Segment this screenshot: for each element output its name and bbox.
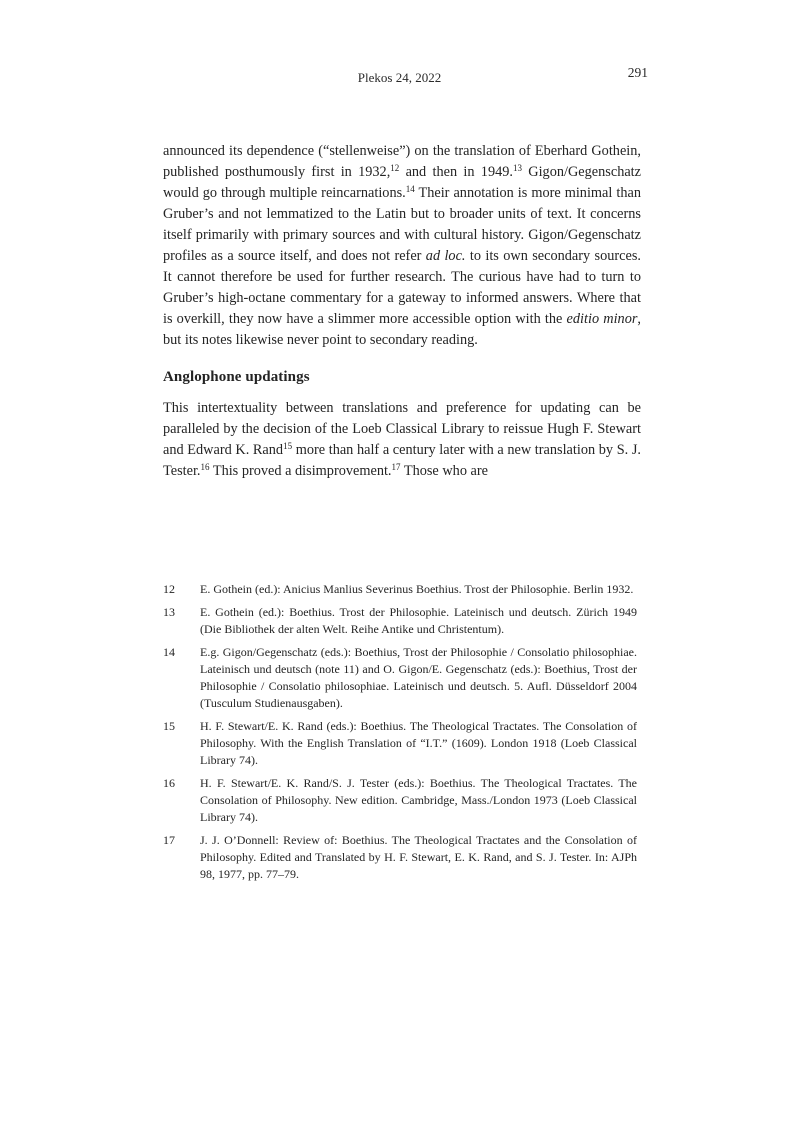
footnote-number: 16	[163, 776, 175, 790]
footnote-text: H. F. Stewart/E. K. Rand (eds.): Boethius. The Theological Tractates. The Consolation of Philosophy. With the English Translation of “I.T.” (1609). London 1918 (Loeb Classical Library 74).	[200, 719, 637, 767]
footnote-text: J. J. O’Donnell: Review of: Boethius. The Theological Tractates and the Consolation of Philosophy. Edited and Translated by H. F. Stewart, E. K. Rand, and S. J. Tester. In: AJPh 98, 1977, pp. 77–79.	[200, 833, 637, 881]
footnote-row	[163, 581, 637, 598]
footnote-reference: 15	[283, 441, 293, 451]
footnote-reference: 16	[200, 462, 210, 472]
body-paragraph-1: announced its dependence (“stellenweise”) on the translation of Eberhard Gothein, published posthumously first in 1932,12 and then in 1949.13 Gigon/Gegenschatz would go through multiple reincarnations.$^{14}$ Their annotation is more minimal than Gruber’s and not lemmatized to the Latin but to broader units of text. It concerns itself primarily with primary sources and with cultural history. Gigon/Gegenschatz profiles as a source itself, and does not refer ad loc. to its own secondary sources. It cannot therefore be used for further research. The curious have had to turn to Gruber’s high-octane commentary for a gateway to informed answers. Where that is overkill, they now have a slimmer more accessible option with the editio minor, but its notes likewise never point to secondary reading.	[163, 143, 642, 348]
footnote-row	[163, 832, 637, 883]
footnote-number: 17	[163, 833, 175, 847]
footnote-text: E.g. Gigon/Gegenschatz (eds.): Boethius, Trost der Philosophie / Consolatio philosophiae. Lateinisch und deutsch (note 11) and O. Gigon/E. Gegenschatz (eds.): Boethius, Trost der Philosophie / Consolatio philosophiae. Lateinisch und deutsch. 5. Aufl. Düsseldorf 2004 (Tusculum Studienausgaben).	[200, 645, 637, 710]
footnote-reference: 17	[391, 462, 401, 472]
footnote-reference: 13	[512, 163, 522, 173]
footnote-text: E. Gothein (ed.): Anicius Manlius Severinus Boethius. Trost der Philosophie. Berlin 1932.	[200, 582, 634, 596]
article-body	[163, 141, 641, 482]
footnote-reference: 12	[390, 163, 400, 173]
footnote-row	[163, 775, 637, 826]
footnote-row	[163, 718, 637, 769]
footnotes-block	[163, 581, 637, 889]
footnote-reference: 14	[405, 184, 415, 194]
page-number: 291	[627, 65, 648, 80]
footnote-number: 15	[163, 719, 175, 733]
running-header-journal-title: Plekos 24, 2022	[357, 70, 442, 85]
footnote-row	[163, 644, 637, 712]
footnote-number: 13	[163, 605, 175, 619]
footnote-text: E. Gothein (ed.): Boethius. Trost der Philosophie. Lateinisch und deutsch. Zürich 1949 (Die Bibliothek der alten Welt. Reihe Antike und Christentum).	[200, 605, 637, 636]
footnote-row	[163, 604, 637, 638]
footnote-text: H. F. Stewart/E. K. Rand/S. J. Tester (eds.): Boethius. The Theological Tractates. The Consolation of Philosophy. New edition. Cambridge, Mass./London 1973 (Loeb Classical Library 74).	[200, 776, 637, 824]
footnote-number: 12	[163, 582, 175, 596]
body-paragraph-2: This intertextuality between translations and preference for updating can be paralleled by the decision of the Loeb Classical Library to reissue Hugh F. Stewart and Edward K. Rand$^{15}$ more than half a century later with a new translation by S. J. Tester.$^{16}$ This proved a disimprovement.$^{17}$ Those who are	[163, 400, 642, 479]
section-heading: Anglophone updatings	[163, 369, 310, 385]
footnote-number: 14	[163, 645, 175, 659]
